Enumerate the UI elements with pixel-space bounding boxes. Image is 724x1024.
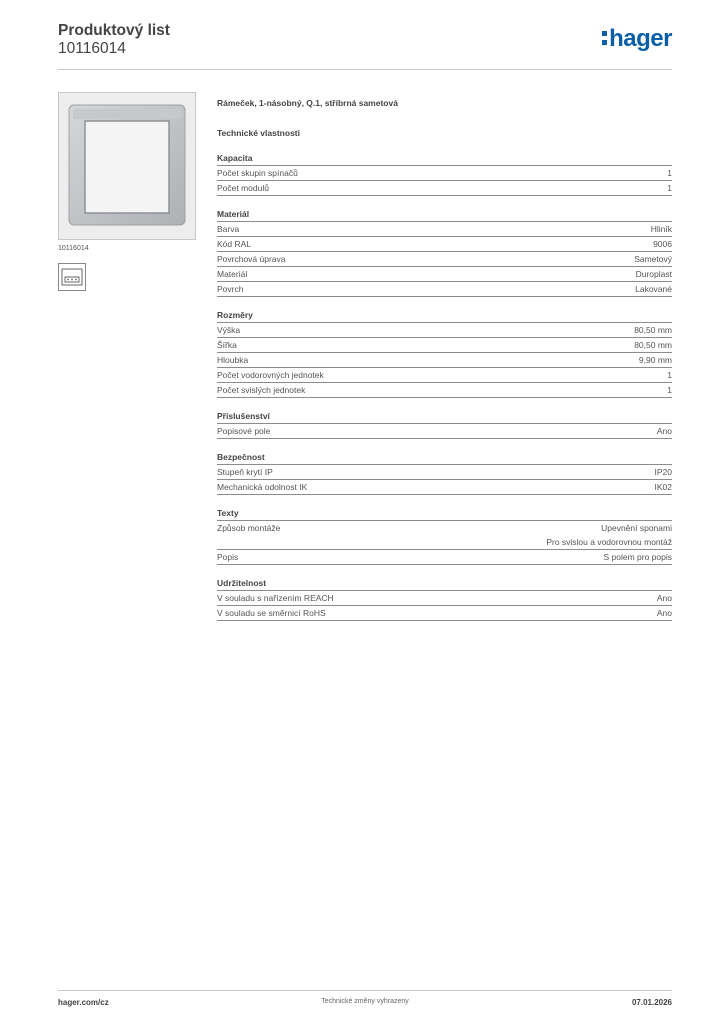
spec-label: Způsob montáže xyxy=(217,523,281,533)
spec-value xyxy=(603,550,672,564)
spec-row xyxy=(217,338,672,353)
section-title: Rozměry xyxy=(217,308,672,323)
spec-value-line: 80,50 mm xyxy=(634,325,672,335)
spec-label: Výška xyxy=(217,325,241,335)
spec-value xyxy=(546,521,672,549)
spec-value xyxy=(667,166,672,180)
technical-properties-heading: Technické vlastnosti xyxy=(217,128,300,138)
spec-row xyxy=(217,323,672,338)
section-title: Texty xyxy=(217,506,672,521)
spec-section xyxy=(217,506,672,565)
spec-value-line: Ano xyxy=(656,608,672,618)
section-title: Materiál xyxy=(217,207,672,222)
spec-value xyxy=(655,465,673,479)
spec-value-line: Lakované xyxy=(635,284,672,294)
spec-value xyxy=(657,424,672,438)
spec-value xyxy=(636,267,672,281)
spec-value-line: Sametový xyxy=(634,254,672,264)
spec-sections xyxy=(217,151,672,621)
spec-label: Kód RAL xyxy=(217,239,252,249)
spec-row xyxy=(217,267,672,282)
spec-value-line: 9,90 mm xyxy=(638,355,672,365)
spec-label: Mechanická odolnost IK xyxy=(217,482,308,492)
product-image xyxy=(58,92,196,240)
spec-value xyxy=(634,252,672,266)
spec-row xyxy=(217,181,672,196)
spec-value-line: 1 xyxy=(667,370,672,380)
spec-value-line: Duroplast xyxy=(635,269,672,279)
spec-row xyxy=(217,465,672,480)
spec-label: Počet modulů xyxy=(217,183,269,193)
spec-value xyxy=(667,368,672,382)
spec-value-line: 80,50 mm xyxy=(634,340,672,350)
frame-product-photo xyxy=(59,93,195,239)
spec-row xyxy=(217,252,672,267)
spec-value-line: Pro svislou a vodorovnou montáž xyxy=(546,537,672,547)
spec-label: Šířka xyxy=(217,340,237,350)
spec-value xyxy=(651,222,672,236)
spec-section xyxy=(217,576,672,621)
spec-row xyxy=(217,222,672,237)
spec-label: Barva xyxy=(217,224,240,234)
spec-value-line: 1 xyxy=(667,385,672,395)
spec-label: Povrchová úprava xyxy=(217,254,286,264)
page-header xyxy=(58,22,672,70)
spec-row xyxy=(217,480,672,495)
spec-row xyxy=(217,591,672,606)
spec-value xyxy=(639,353,672,367)
image-caption: 10116014 xyxy=(58,245,89,252)
spec-value xyxy=(653,237,672,251)
spec-label: Stupeň krytí IP xyxy=(217,467,273,477)
footer-date: 07.01.2026 xyxy=(631,998,672,1007)
product-name: Rámeček, 1-násobný, Q.1, stříbrná sametová xyxy=(217,98,398,108)
spec-value xyxy=(657,606,672,620)
spec-value-line: Ano xyxy=(656,593,672,603)
logo-text: hager xyxy=(609,25,672,52)
spec-value-line: IK02 xyxy=(654,482,672,492)
spec-value-line: 1 xyxy=(667,168,672,178)
logo-dots-icon xyxy=(602,31,607,45)
spec-label: Povrch xyxy=(217,284,244,294)
spec-value-line: IP20 xyxy=(654,467,672,477)
spec-value-line: Upevnění sponami xyxy=(601,523,672,533)
product-number: 10116014 xyxy=(58,40,126,57)
spec-row xyxy=(217,383,672,398)
spec-label: V souladu se směrnicí RoHS xyxy=(217,608,326,618)
spec-value xyxy=(667,383,672,397)
page-footer xyxy=(58,990,672,1012)
spec-label: Hloubka xyxy=(217,355,249,365)
spec-value-line: Ano xyxy=(656,426,672,436)
spec-label: Počet skupin spínačů xyxy=(217,168,298,178)
spec-label: V souladu s nařízením REACH xyxy=(217,593,334,603)
spec-label: Počet vodorovných jednotek xyxy=(217,370,324,380)
spec-value xyxy=(635,282,672,296)
spec-row xyxy=(217,237,672,252)
section-title: Udržitelnost xyxy=(217,576,672,591)
spec-label: Materiál xyxy=(217,269,248,279)
flush-mounted-frame-symbol-icon xyxy=(58,263,86,291)
spec-row xyxy=(217,368,672,383)
spec-value xyxy=(634,338,672,352)
section-title: Příslušenství xyxy=(217,409,672,424)
spec-row xyxy=(217,521,672,550)
spec-section xyxy=(217,308,672,398)
product-specifications xyxy=(217,96,672,621)
spec-row xyxy=(217,424,672,439)
footer-notice: Technické změny vyhrazeny xyxy=(321,998,409,1005)
spec-value-line: Hliník xyxy=(650,224,672,234)
spec-value xyxy=(655,480,673,494)
section-title: Bezpečnost xyxy=(217,450,672,465)
spec-value xyxy=(634,323,672,337)
spec-value-line: S polem pro popis xyxy=(603,552,672,562)
spec-row xyxy=(217,166,672,181)
spec-label: Počet svislých jednotek xyxy=(217,385,306,395)
spec-section xyxy=(217,151,672,196)
spec-label: Popisové pole xyxy=(217,426,271,436)
spec-value xyxy=(657,591,672,605)
spec-value-line: 9006 xyxy=(653,239,672,249)
spec-row xyxy=(217,550,672,565)
spec-row xyxy=(217,606,672,621)
spec-section xyxy=(217,207,672,297)
spec-section xyxy=(217,409,672,439)
section-title: Kapacita xyxy=(217,151,672,166)
footer-website-link[interactable]: hager.com/cz xyxy=(58,998,109,1007)
page-title: Produktový list xyxy=(58,22,170,39)
spec-section xyxy=(217,450,672,495)
spec-value xyxy=(667,181,672,195)
spec-row xyxy=(217,282,672,297)
hager-logo[interactable] xyxy=(602,26,672,52)
spec-label: Popis xyxy=(217,552,239,562)
spec-row xyxy=(217,353,672,368)
spec-value-line: 1 xyxy=(667,183,672,193)
